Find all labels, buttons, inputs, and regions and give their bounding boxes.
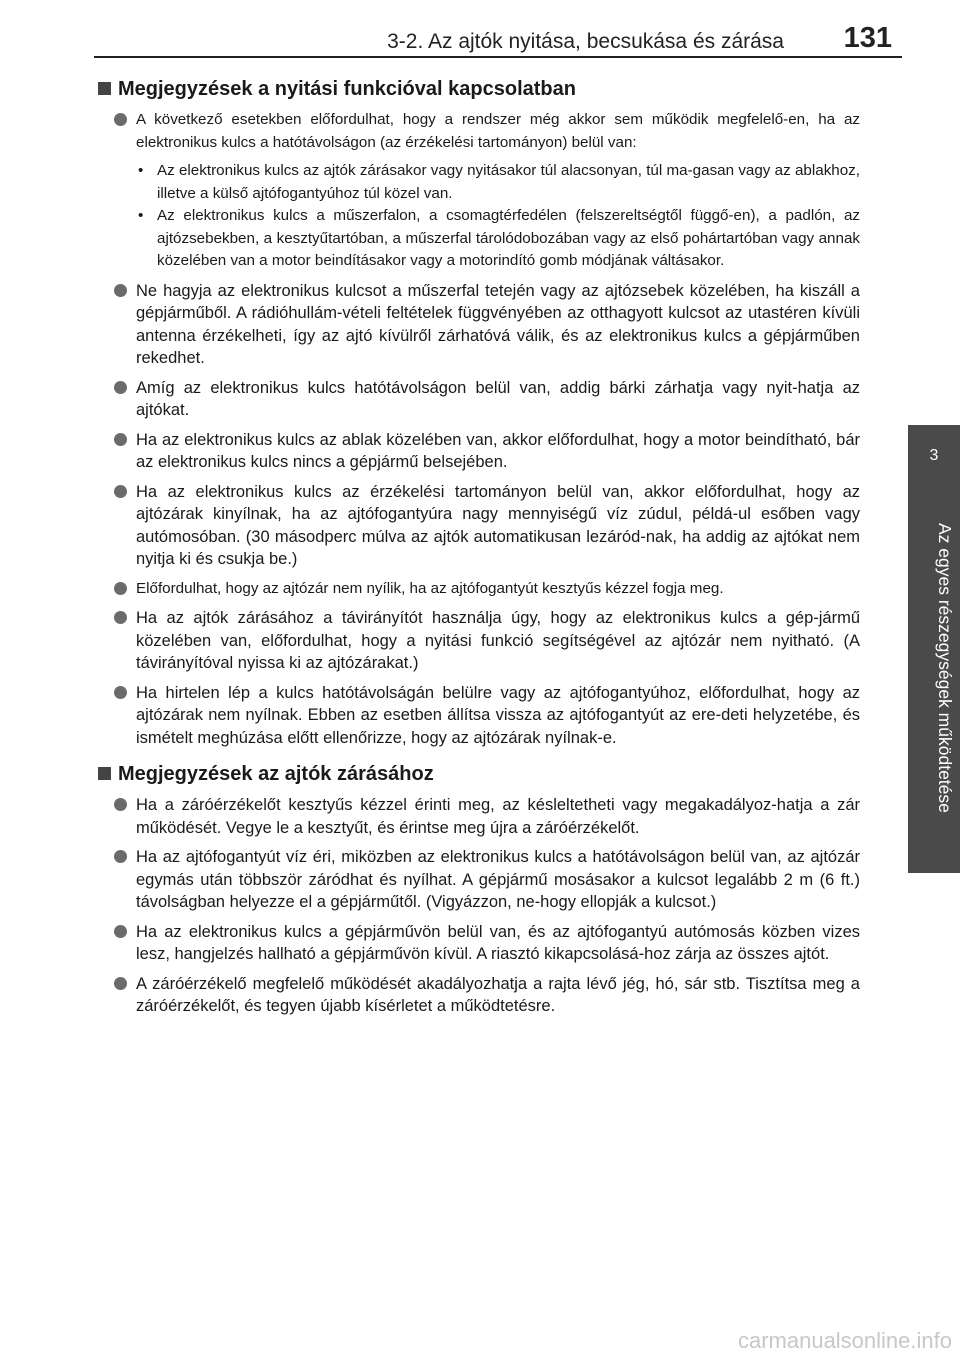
note-item	[98, 280, 860, 370]
dot-bullet-icon: •	[138, 207, 144, 224]
round-bullet-icon	[114, 686, 127, 699]
chapter-title: 3-2. Az ajtók nyitása, becsukása és zárása	[387, 30, 784, 53]
note-item	[98, 682, 860, 750]
watermark: carmanualsonline.info	[737, 1328, 952, 1353]
note-text: Ha az elektronikus kulcs az érzékelési tartományon belül van, akkor előfordulhat, hogy az ajtózárak kinyílnak, ha az ajtófogantyúra nagy mennyiségű víz zúdul, példá-ul esőben vagy autómosóban. (30 másodperc múlva az ajtók automatikusan lezáród-nak, ha addig az ajtókat nem nyitja ki és csukja be.)	[136, 482, 860, 568]
note-item	[98, 429, 860, 474]
note-text: Ha az elektronikus kulcs az ablak közelében van, akkor előfordulhat, hogy a motor beindítható, bár az elektronikus kulcs nincs a gépjármű belsejében.	[136, 430, 860, 471]
note-item	[98, 973, 860, 1018]
note-item	[98, 921, 860, 966]
sub-item-text: Az elektronikus kulcs a műszerfalon, a csomagtérfedélen (felszereltségtől függő-en), a padlón, az ajtózsebekben, a kesztyűtartóban, a műszerfal tárolódobozában vagy az első pohártartóban vagy annak közelében van a motor beindításakor vagy a motorindító gomb módjának váltásakor.	[157, 207, 860, 269]
round-bullet-icon	[114, 113, 127, 126]
note-item	[98, 109, 860, 273]
round-bullet-icon	[114, 977, 127, 990]
note-text: Ha hirtelen lép a kulcs hatótávolságán belülre vagy az ajtófogantyúhoz, előfordulhat, hogy az ajtózárak nem nyílnak. Ebben az esetben állítsa vissza az ajtófogantyút az ere-deti helyzetébe, és ismételt meghúzása előtt ellenőrizze, hogy az ajtózárak nyílnak-e.	[136, 683, 860, 747]
round-bullet-icon	[114, 381, 127, 394]
note-item	[98, 481, 860, 571]
square-bullet-icon	[98, 82, 111, 95]
note-item	[98, 846, 860, 914]
note-item	[98, 607, 860, 675]
section-heading	[98, 761, 860, 787]
dot-bullet-icon: •	[138, 162, 144, 179]
chapter-number: 3	[929, 447, 939, 464]
section-heading-text: Megjegyzések az ajtók zárásához	[118, 763, 434, 785]
note-item	[98, 377, 860, 422]
note-text: Ha a záróérzékelőt kesztyűs kézzel érinti meg, az késleltetheti vagy megakadályoz-hatja a zár működését. Vegye le a kesztyűt, és érintse meg újra a záróérzékelőt.	[136, 796, 860, 837]
note-text: Ha az elektronikus kulcs a gépjárművön belül van, és az ajtófogantyú autómosás közben vizes lesz, hangjelzés hallható a gépjárművön kívül. A riasztó kikapcsolásá-hoz zárja az összes ajtót.	[136, 922, 860, 963]
note-text: Ha az ajtók zárásához a távirányítót használja úgy, hogy az elektronikus kulcs a gép-jármű közelében van, előfordulhat, hogy a nyitási funkció segítségével az ajtózár nem nyitható. (A távirányítóval nyissa ki az ajtózárakat.)	[136, 609, 860, 672]
round-bullet-icon	[114, 850, 127, 863]
note-item	[98, 578, 860, 601]
note-text: Ha az ajtófogantyút víz éri, miközben az elektronikus kulcs a hatótávolságon belül van, az ajtózár egymás után többször záródhat és nyílhat. A gépjármű mosásakor a kulcsot legalább 2 m (6 ft.) távolságban helyezze el a gépjárműtől. (Vigyázzon, ne-hogy ellopják a kulcsot.)	[136, 848, 860, 911]
note-text: Amíg az elektronikus kulcs hatótávolságon belül van, addig bárki zárhatja vagy nyit-hatja az ajtókat.	[136, 378, 860, 419]
note-text: A záróérzékelő megfelelő működését akadályozhatja a rajta lévő jég, hó, sár stb. Tisztítsa meg a záróérzékelőt, és tegyen újabb kísérletet a működtetésre.	[136, 974, 860, 1015]
round-bullet-icon	[114, 611, 127, 624]
page-content	[98, 76, 860, 1025]
round-bullet-icon	[114, 284, 127, 297]
sub-item	[136, 205, 860, 273]
note-text: Előfordulhat, hogy az ajtózár nem nyílik, ha az ajtófogantyút kesztyűs kézzel fogja meg.	[136, 579, 724, 597]
round-bullet-icon	[114, 582, 127, 595]
sub-item	[136, 160, 860, 205]
round-bullet-icon	[114, 798, 127, 811]
note-item	[98, 794, 860, 839]
note-text: A következő esetekben előfordulhat, hogy a rendszer még akkor sem működik megfelelő-en, ha az elektronikus kulcs a hatótávolságon (az érzékelési tartományon) belül van:	[136, 111, 860, 151]
note-text: Ne hagyja az elektronikus kulcsot a műszerfal tetején vagy az ajtózsebek közelében, ha kiszáll a gépjárműből. A rádióhullám-vételi feltételek függvényében az otthagyott kulcsot az utastéren kívüli antenna érzékelheti, így az ajtó kívülről zárhatóvá válik, és az elektronikus kulcs a gépjárműben rekedhet.	[136, 281, 860, 367]
page-number: 131	[843, 22, 892, 54]
page-header	[94, 22, 902, 58]
round-bullet-icon	[114, 433, 127, 446]
round-bullet-icon	[114, 925, 127, 938]
round-bullet-icon	[114, 485, 127, 498]
sub-item-text: Az elektronikus kulcs az ajtók zárásakor vagy nyitásakor túl alacsonyan, túl ma-gasan vagy az ablakhoz, illetve a külső ajtófogantyúhoz túl közel van.	[157, 162, 860, 202]
chapter-label: Az egyes részegységek működtetése	[935, 523, 955, 813]
square-bullet-icon	[98, 767, 111, 780]
section-heading-text: Megjegyzések a nyitási funkcióval kapcsolatban	[118, 78, 576, 100]
sub-list	[136, 160, 860, 273]
chapter-side-tab	[908, 425, 960, 873]
section-heading	[98, 76, 860, 102]
